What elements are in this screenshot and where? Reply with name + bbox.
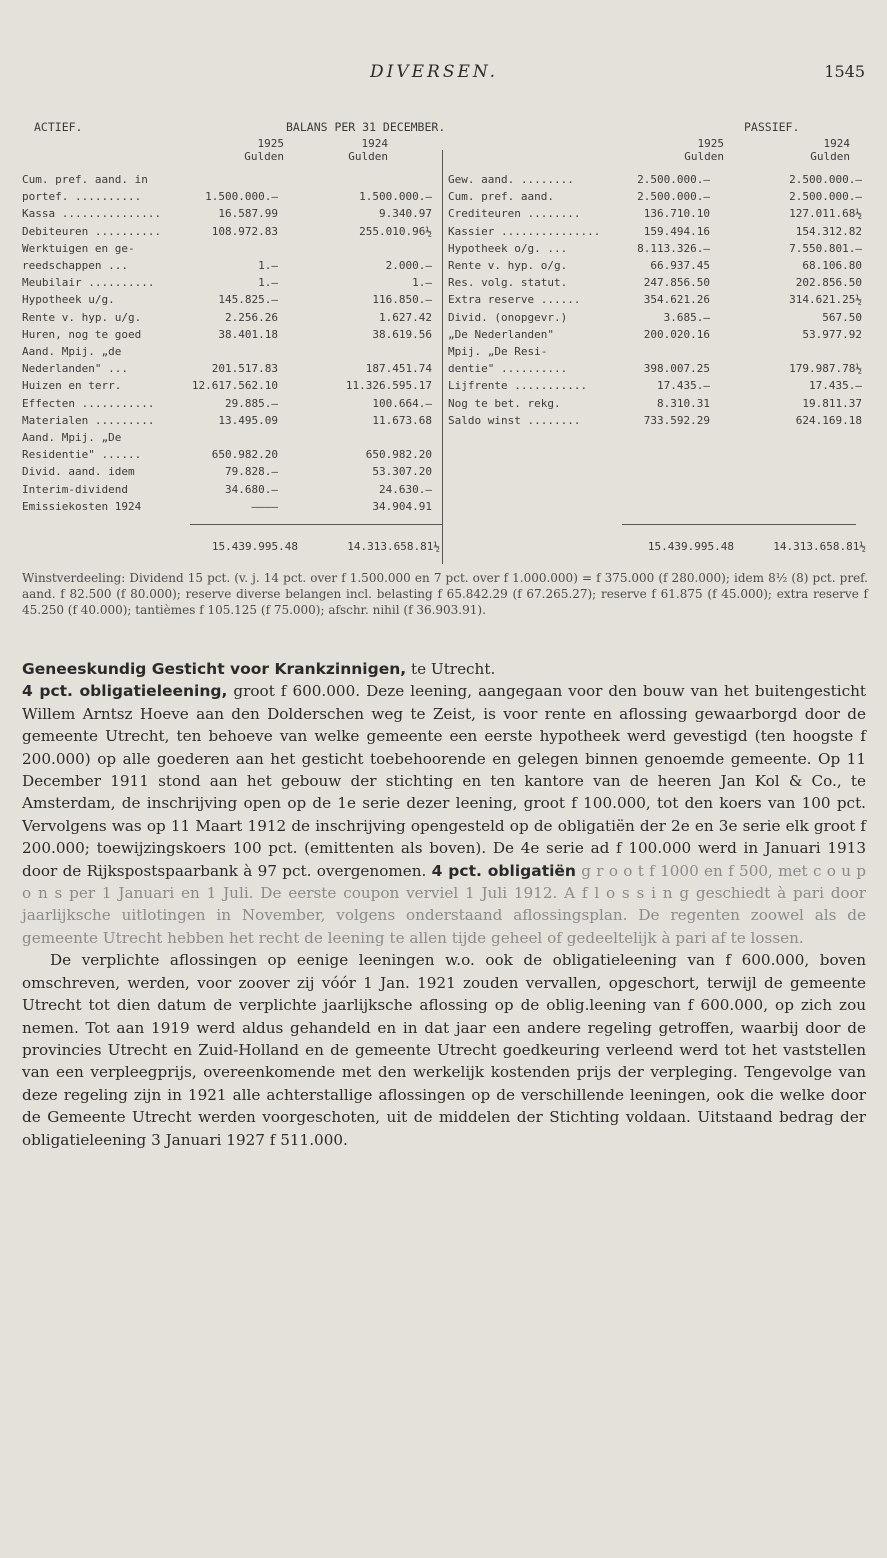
passief-row-1924: 624.169.18	[795, 413, 862, 427]
passief-col-1925-header: 1925 Gulden	[684, 137, 724, 163]
passief-row-label: Cum. pref. aand.	[448, 190, 554, 204]
passief-row	[0, 292, 887, 307]
passief-row-1925: 159.494.16	[643, 224, 710, 238]
balance-header	[0, 120, 887, 136]
article-body	[22, 658, 866, 1151]
actief-row-1925: 1.—	[258, 276, 278, 290]
actief-row-label: Huizen en terr.	[22, 379, 122, 393]
actief-row-label: Aand. Mpij. „de	[22, 345, 122, 358]
actief-row-1925: 201.517.83	[211, 362, 278, 376]
actief-row-label: Materialen .........	[22, 413, 155, 427]
passief-row-1924: 314.621.25½	[789, 293, 862, 307]
passief-row-1925: 2.500.000.—	[637, 173, 710, 186]
passief-row-label: Hypotheek o/g. ...	[448, 241, 568, 255]
passief-row-1924: 179.987.78½	[789, 362, 862, 376]
actief-row-label: reedschappen ...	[22, 259, 128, 272]
actief-row-1924: 11.673.68	[372, 413, 432, 427]
actief-row-1924: 38.619.56	[372, 327, 432, 341]
passief-row-1925: 8.310.31	[657, 396, 710, 410]
actief-row-1925: 1.—	[258, 259, 278, 272]
column-divider	[442, 150, 443, 564]
actief-col-1924-header: 1924 Gulden	[348, 137, 388, 163]
passief-row-1924: 17.435.—	[809, 379, 862, 393]
actief-row	[0, 430, 887, 445]
actief-row-1924: 1.—	[412, 276, 432, 290]
passief-row-label: Lijfrente ...........	[448, 379, 588, 393]
profit-distribution: Winstverdeeling: Dividend 15 pct. (v. j. 14 pct. over f 1.500.000 en 7 pct. over f 1.000.000) = f 375.000 (f 280.000); idem 8½ (8) pct. pref. aand. f 82.500 (f 80.000); reserve diverse belangen incl. belasting f 65.842.29 (f 67.265.27); reserve f 61.875 (f 45.000); extra reserve f 45.250 (f 40.000); tantièmes f 105.125 (f 75.000); afschr. nihil (f 36.903.91).	[22, 571, 868, 617]
actief-row-1925: 1.500.000.—	[205, 190, 278, 204]
passief-row-label: Saldo winst ........	[448, 413, 581, 427]
balance-title: BALANS PER 31 DECEMBER.	[286, 120, 446, 134]
actief-row-1925: 16.587.99	[218, 207, 278, 221]
bonds-description: g r o o t f 1000 en f 500, met c o u p o n s per 1 Januari en 1 Juli. De eerste coupon verviel 1 Juli 1912. A f l o s s i n g geschiedt à pari door jaarlijksche uitlotingen in November, volgens onderstaand aflossingsplan. De regenten zoowel als de gemeente Utrecht hebben het recht de leening te allen tijde geheel of gedeeltelijk à pari af te lossen.	[22, 861, 866, 947]
actief-row-label: Residentie" ......	[22, 448, 142, 462]
passief-total-rule	[622, 524, 856, 525]
article-paragraph-2: De verplichte aflossingen op eenige leeningen w.o. ook de obligatieleening van f 600.000, boven omschreven, werden, voor zoover zij vóór 1 Jan. 1921 zouden vervallen, opgeschort, terwijl de gemeente Utrecht tot dien datum de verplichte jaarlijksche aflossing op de oblig.leening van f 600.000, op zich zou nemen. Tot aan 1919 werd aldus gehandeld en in dat jaar een andere regeling getroffen, waarbij door de provincies Utrecht en Zuid-Holland en de gemeente Utrecht goedkeuring verleend werd tot het vaststellen van een verpleegprijs, overeenkomende met den werkelijk kostenden prijs der verpleging. Tengevolge van deze regeling zijn in 1921 alle achterstallige aflossingen op de verschillende leeningen, ook die welke door de Gemeente Utrecht werden voorgeschoten, uit de middelen der Stichting voldaan. Uitstaand bedrag der obligatieleening 3 Januari 1927 f 511.000.	[22, 951, 866, 1149]
actief-row-1925: 2.256.26	[225, 310, 278, 324]
actief-total-rule	[190, 524, 442, 525]
section-title: DIVERSEN.	[370, 62, 499, 82]
actief-row-1924: 1.500.000.—	[359, 190, 432, 204]
passief-row-label: Divid. (onopgevr.)	[448, 310, 568, 324]
passief-row	[0, 241, 887, 256]
institution-place: te Utrecht.	[406, 660, 496, 678]
passief-row-label: Nog te bet. rekg.	[448, 396, 561, 410]
actief-row-1924: 24.630.—	[379, 482, 432, 496]
actief-row-label: Rente v. hyp. u/g.	[22, 310, 142, 324]
actief-row-1925: 79.828.—	[225, 465, 278, 479]
actief-row	[0, 499, 887, 514]
passief-row-label: Gew. aand. ........	[448, 173, 574, 186]
actief-row-1924: 116.850.—	[372, 293, 432, 307]
passief-row-1924: 567.50	[822, 310, 862, 324]
passief-row-1924: 127.011.68½	[789, 207, 862, 221]
actief-row-1924: 2.000.—	[385, 259, 432, 272]
passief-row-1925: 398.007.25	[643, 362, 710, 376]
actief-row-label: Emissiekosten 1924	[22, 499, 142, 513]
actief-row-1924: 650.982.20	[365, 448, 432, 462]
actief-row-label: Interim-dividend	[22, 482, 128, 496]
page-number: 1545	[824, 62, 865, 81]
actief-row-1925: 650.982.20	[211, 448, 278, 462]
passief-row-label: Kassier ...............	[448, 224, 601, 238]
actief-row-label: Meubilair ..........	[22, 276, 155, 290]
passief-row	[0, 189, 887, 204]
actief-row-1924: 34.904.91	[372, 499, 432, 513]
passief-row	[0, 396, 887, 411]
passief-row-1925: 247.856.50	[643, 276, 710, 290]
actief-row-1924: 9.340.97	[379, 207, 432, 221]
actief-row-label: Cum. pref. aand. in	[22, 173, 148, 186]
actief-row-1925: 38.401.18	[218, 327, 278, 341]
passief-row-1924: 154.312.82	[795, 224, 862, 238]
actief-total-1924: 14.313.658.81½	[347, 540, 440, 553]
passief-row-1924: 53.977.92	[802, 327, 862, 341]
passief-row	[0, 344, 887, 359]
passief-row-label: Extra reserve ......	[448, 293, 581, 307]
passief-row	[0, 224, 887, 239]
actief-row-1925: 13.495.09	[218, 413, 278, 427]
passief-row-1924: 2.500.000.—	[789, 190, 862, 204]
actief-col-1925-header: 1925 Gulden	[244, 137, 284, 163]
actief-row-1925: 34.680.—	[225, 482, 278, 496]
loan-heading: 4 pct. obligatieleening,	[22, 682, 228, 701]
passief-row-1925: 136.710.10	[643, 207, 710, 221]
passief-row-1925: 66.937.45	[650, 259, 710, 272]
actief-row-label: Hypotheek u/g.	[22, 293, 115, 307]
bonds-heading: 4 pct. obligatiën	[431, 861, 576, 880]
passief-col-1924-header: 1924 Gulden	[810, 137, 850, 163]
actief-row	[0, 464, 887, 479]
passief-row-1925: 17.435.—	[657, 379, 710, 393]
passief-row	[0, 378, 887, 393]
passief-row-1924: 68.106.80	[802, 259, 862, 272]
passief-row-1924: 2.500.000.—	[789, 173, 862, 186]
passief-row-label: Mpij. „De Resi-	[448, 345, 548, 358]
actief-row-1924: 255.010.96½	[359, 224, 432, 238]
actief-row-label: Nederlanden" ...	[22, 362, 128, 376]
actief-row-1924: 100.664.—	[372, 396, 432, 410]
actief-row-1925: 29.885.—	[225, 396, 278, 410]
passief-row-1924: 202.856.50	[795, 276, 862, 290]
actief-row-1924: 53.307.20	[372, 465, 432, 479]
passief-row-label: dentie" ..........	[448, 362, 568, 376]
actief-row-label: Aand. Mpij. „De	[22, 431, 122, 444]
actief-row-1924: 1.627.42	[379, 310, 432, 324]
actief-row-1925: 145.825.—	[218, 293, 278, 307]
actief-row	[0, 447, 887, 462]
passief-row	[0, 206, 887, 221]
passief-row-1925: 200.020.16	[643, 327, 710, 341]
passief-row	[0, 310, 887, 325]
actief-label: ACTIEF.	[34, 120, 83, 134]
running-header	[0, 62, 887, 86]
actief-row-label: Kassa ...............	[22, 207, 162, 221]
passief-total-1924: 14.313.658.81½	[773, 540, 866, 553]
passief-row	[0, 413, 887, 428]
passief-row	[0, 172, 887, 187]
actief-row-label: Huren, nog te goed	[22, 327, 142, 341]
actief-total-1925: 15.439.995.48	[211, 540, 298, 553]
actief-row-1924: 187.451.74	[365, 362, 432, 376]
passief-label: PASSIEF.	[744, 120, 800, 134]
passief-row-label: Res. volg. statut.	[448, 276, 568, 290]
article-paragraph-1	[22, 658, 866, 949]
passief-row-1925: 354.621.26	[643, 293, 710, 307]
passief-row	[0, 361, 887, 376]
passief-row	[0, 258, 887, 273]
institution-heading: Geneeskundig Gesticht voor Krankzinnigen,	[22, 660, 407, 678]
actief-row-label: portef. ..........	[22, 190, 142, 204]
passief-row-label: „De Nederlanden"	[448, 327, 554, 341]
actief-row	[0, 482, 887, 497]
loan-description: groot f 600.000. Deze leening, aangegaan voor den bouw van het buitengesticht Willem Arntsz Hoeve aan den Dolderschen weg te Zeist, is voor rente en aflossing gewaarborgd door de gemeente Utrecht, ten behoeve van welke gemeente een eerste hypotheek werd gevestigd (ten hoogste f 200.000) op alle goederen aan het gesticht toebehoorende en gelegen binnen genoemde gemeente. Op 11 December 1911 stond aan het gebouw der stichting en ten kantore van de heeren Jan Kol & Co., te Amsterdam, de inschrijving open op de 1e serie dezer leening, groot f 100.000, tot den koers van 100 pct. Vervolgens was op 11 Maart 1912 de inschrijving opengesteld op de obligatiën der 2e en 3e serie elk groot f 200.000; toewijzingskoers 100 pct. (emittenten als boven). De 4e serie ad f 100.000 werd in Januari 1913 door de Rijkspostspaarbank à 97 pct. overgenomen.	[22, 682, 867, 880]
passief-row-1924: 19.811.37	[802, 396, 862, 410]
actief-row-label: Werktuigen en ge-	[22, 241, 135, 255]
passief-row-1925: 2.500.000.—	[637, 190, 710, 204]
actief-row-1925: ————	[251, 499, 278, 513]
passief-row-1925: 8.113.326.—	[637, 241, 710, 255]
passief-row	[0, 275, 887, 290]
actief-row-label: Divid. aand. idem	[22, 465, 135, 479]
passief-total-1925: 15.439.995.48	[647, 540, 734, 553]
passief-row	[0, 327, 887, 342]
passief-row-1924: 7.550.801.—	[789, 241, 862, 255]
actief-row-1925: 12.617.562.10	[191, 379, 278, 393]
passief-row-1925: 3.685.—	[663, 310, 710, 324]
actief-row-1924: 11.326.595.17	[345, 379, 432, 393]
passief-row-label: Rente v. hyp. o/g.	[448, 259, 568, 272]
actief-row-label: Debiteuren ..........	[22, 224, 162, 238]
actief-row-1925: 108.972.83	[211, 224, 278, 238]
actief-row-label: Effecten ...........	[22, 396, 155, 410]
passief-row-label: Crediteuren ........	[448, 207, 581, 221]
passief-row-1925: 733.592.29	[643, 413, 710, 427]
